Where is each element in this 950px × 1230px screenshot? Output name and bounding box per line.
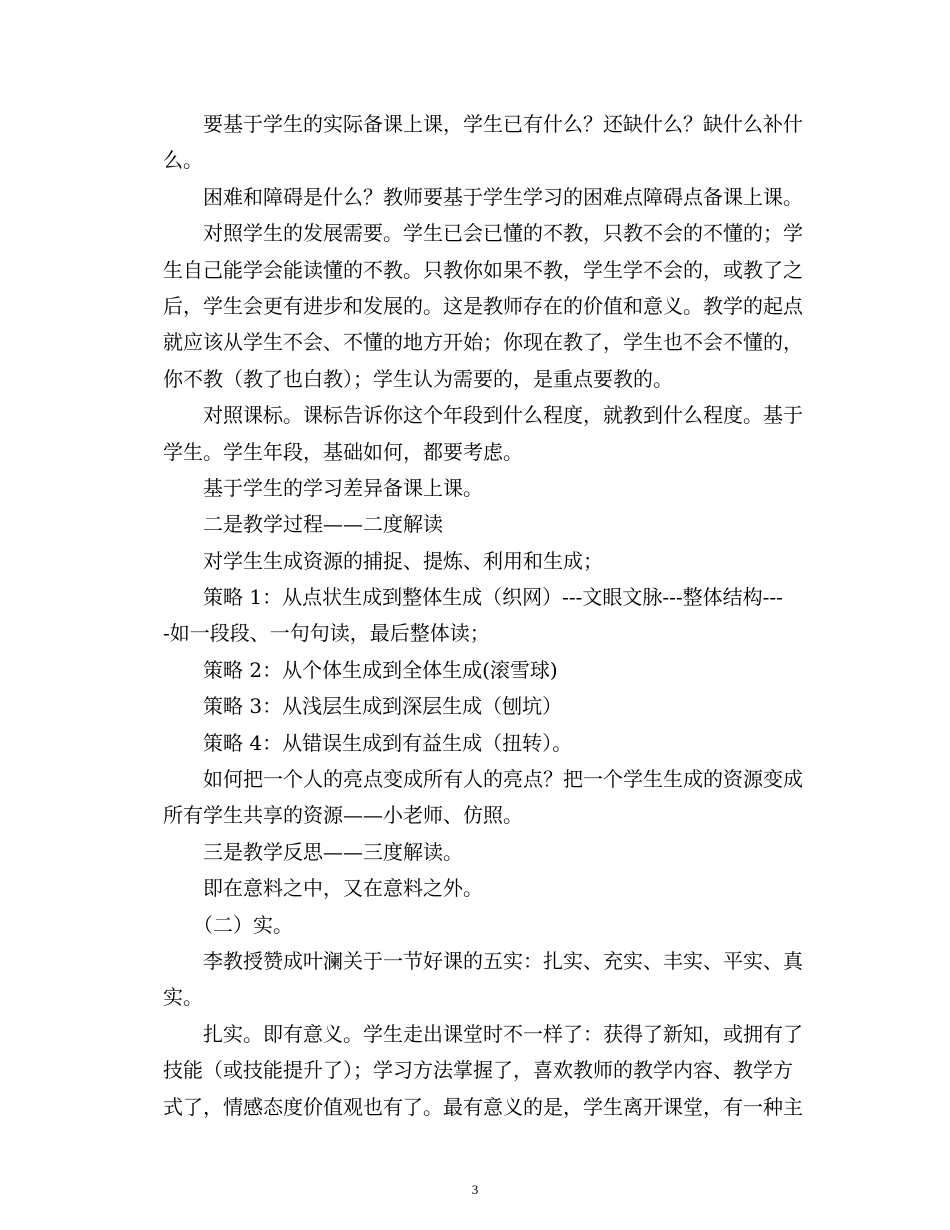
body-text: [163, 106, 808, 1125]
text-line: 对学生生成资源的捕捉、提炼、利用和生成；: [163, 548, 603, 573]
text-line: 技能（或技能提升了）；学习方法掌握了，喜欢教师的教学内容、教学方: [163, 1058, 793, 1083]
text-line: 后，学生会更有进步和发展的。这是教师存在的价值和意义。教学的起点: [163, 293, 803, 318]
text-line: 实。: [163, 985, 203, 1010]
text-line: 么。: [163, 148, 203, 173]
text-line: 就应该从学生不会、不懂的地方开始；你现在教了，学生也不会不懂的，: [163, 330, 803, 355]
text-line: 策略 3：从浅层生成到深层生成（刨坑）: [163, 694, 563, 719]
text-line: 策略 4：从错误生成到有益生成（扭转）。: [163, 730, 573, 755]
text-line: 策略 2：从个体生成到全体生成(滚雪球): [163, 657, 558, 682]
text-line: 基于学生的学习差异备课上课。: [163, 475, 483, 500]
text-line: 扎实。即有意义。学生走出课堂时不一样了：获得了新知，或拥有了: [163, 1021, 803, 1046]
text-line: 学生。学生年段，基础如何，都要考虑。: [163, 439, 523, 464]
text-line: 对照课标。课标告诉你这个年段到什么程度，就教到什么程度。基于: [163, 403, 803, 428]
page-number: 3: [471, 1182, 479, 1197]
text-line: 要基于学生的实际备课上课，学生已有什么？还缺什么？缺什么补什: [163, 112, 803, 136]
text-line: 所有学生共享的资源——小老师、仿照。: [163, 803, 523, 828]
text-line: 李教授赞成叶澜关于一节好课的五实：扎实、充实、丰实、平实、真: [163, 948, 803, 973]
text-line: 对照学生的发展需要。学生已会已懂的不教，只教不会的不懂的；学: [163, 221, 803, 246]
text-line: 式了，情感态度价值观也有了。最有意义的是，学生离开课堂，有一种主: [163, 1094, 803, 1119]
text-line: 你不教（教了也白教）；学生认为需要的，是重点要教的。: [163, 366, 673, 391]
text-line: 如何把一个人的亮点变成所有人的亮点？把一个学生生成的资源变成: [163, 767, 803, 792]
text-line: 即在意料之中，又在意料之外。: [163, 876, 483, 901]
text-line: 三是教学反思——三度解读。: [163, 839, 463, 864]
text-line: 困难和障碍是什么？教师要基于学生学习的困难点障碍点备课上课。: [163, 184, 803, 209]
text-line: 生自己能学会能读懂的不教。只教你如果不教，学生学不会的，或教了之: [163, 257, 803, 282]
text-line: -如一段段、一句句读，最后整体读；: [163, 621, 490, 646]
text-line: 策略 1：从点状生成到整体生成（织网）---文眼文脉---整体结构---: [163, 585, 783, 610]
text-line: 二是教学过程——二度解读: [163, 512, 443, 537]
text-line: （二）实。: [163, 912, 293, 937]
